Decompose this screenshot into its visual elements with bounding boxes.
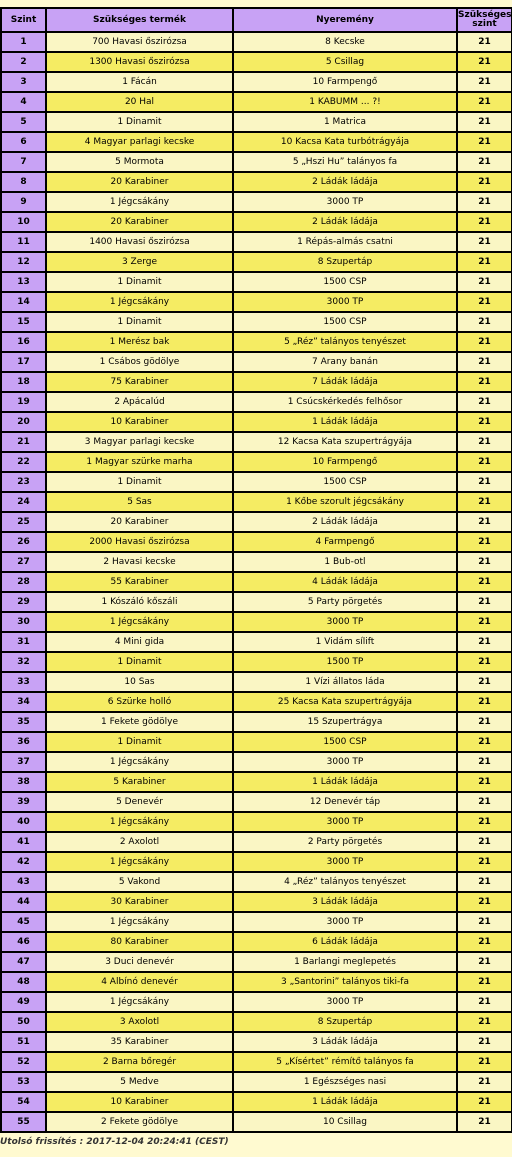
cell-product: 3 Duci denevér [47,953,232,971]
cell-product: 1 Merész bak [47,333,232,351]
cell-product: 1 Jégcsákány [47,853,232,871]
cell-reward: 1500 CSP [234,313,456,331]
cell-reward: 12 Denevér táp [234,793,456,811]
cell-reward: 1 Bub-otl [234,553,456,571]
cell-product: 10 Sas [47,673,232,691]
table-row [2,953,511,971]
cell-required-level: 21 [458,473,511,491]
cell-level: 29 [2,593,45,611]
cell-required-level: 21 [458,813,511,831]
table-row [2,93,511,111]
cell-level: 32 [2,653,45,671]
cell-reward: 1 Barlangi meglepetés [234,953,456,971]
cell-required-level: 21 [458,273,511,291]
cell-product: 20 Hal [47,93,232,111]
cell-reward: 1 Ládák ládája [234,773,456,791]
cell-product: 1 Fekete gödölye [47,713,232,731]
cell-required-level: 21 [458,793,511,811]
cell-level: 41 [2,833,45,851]
header-required-line2: szint [472,19,497,29]
table-row [2,213,511,231]
table-row [2,1093,511,1111]
cell-reward: 3000 TP [234,913,456,931]
cell-level: 46 [2,933,45,951]
cell-level: 3 [2,73,45,91]
cell-product: 20 Karabiner [47,513,232,531]
table-row [2,993,511,1011]
cell-level: 38 [2,773,45,791]
cell-required-level: 21 [458,93,511,111]
cell-product: 1 Kószáló kőszáli [47,593,232,611]
table-row [2,253,511,271]
cell-product: 2 Havasi kecske [47,553,232,571]
table-row [2,633,511,651]
cell-product: 4 Mini gida [47,633,232,651]
cell-required-level: 21 [458,173,511,191]
cell-level: 51 [2,1033,45,1051]
table-row [2,1113,511,1131]
cell-required-level: 21 [458,413,511,431]
cell-product: 1 Dinamit [47,313,232,331]
cell-required-level: 21 [458,533,511,551]
cell-product: 6 Szürke holló [47,693,232,711]
cell-required-level: 21 [458,773,511,791]
cell-level: 52 [2,1053,45,1071]
cell-level: 7 [2,153,45,171]
table-row [2,713,511,731]
cell-reward: 3 Ládák ládája [234,893,456,911]
cell-reward: 3000 TP [234,753,456,771]
cell-reward: 1 Egészséges nasi [234,1073,456,1091]
cell-product: 5 Vakond [47,873,232,891]
table-row [2,373,511,391]
cell-product: 1 Dinamit [47,473,232,491]
cell-required-level: 21 [458,193,511,211]
cell-reward: 4 Farmpengő [234,533,456,551]
cell-level: 31 [2,633,45,651]
cell-required-level: 21 [458,253,511,271]
table-row [2,1033,511,1051]
cell-product: 1 Dinamit [47,733,232,751]
table-row [2,913,511,931]
cell-level: 53 [2,1073,45,1091]
cell-product: 5 Sas [47,493,232,511]
cell-reward: 3000 TP [234,993,456,1011]
cell-reward: 1500 TP [234,653,456,671]
cell-reward: 5 „Hszi Hu” talányos fa [234,153,456,171]
header-level: Szint [2,9,45,31]
table-row [2,273,511,291]
cell-product: 5 Mormota [47,153,232,171]
table-row [2,893,511,911]
cell-level: 15 [2,313,45,331]
cell-product: 1 Magyar szürke marha [47,453,232,471]
cell-required-level: 21 [458,233,511,251]
cell-required-level: 21 [458,113,511,131]
cell-level: 9 [2,193,45,211]
cell-level: 11 [2,233,45,251]
table-row [2,853,511,871]
table-row [2,193,511,211]
table-row [2,433,511,451]
cell-reward: 3000 TP [234,193,456,211]
cell-required-level: 21 [458,53,511,71]
cell-level: 18 [2,373,45,391]
table-row [2,133,511,151]
cell-product: 35 Karabiner [47,1033,232,1051]
cell-level: 10 [2,213,45,231]
table-row [2,833,511,851]
cell-product: 2 Barna bőregér [47,1053,232,1071]
cell-reward: 1500 CSP [234,273,456,291]
cell-level: 42 [2,853,45,871]
cell-product: 1 Csábos gödölye [47,353,232,371]
cell-product: 30 Karabiner [47,893,232,911]
cell-required-level: 21 [458,1033,511,1051]
cell-reward: 8 Szupertáp [234,253,456,271]
cell-product: 1 Jégcsákány [47,293,232,311]
cell-reward: 1500 CSP [234,733,456,751]
cell-level: 26 [2,533,45,551]
table-row [2,473,511,491]
cell-level: 35 [2,713,45,731]
cell-required-level: 21 [458,313,511,331]
cell-reward: 8 Kecske [234,33,456,51]
table-row [2,873,511,891]
cell-product: 2 Fekete gödölye [47,1113,232,1131]
header-required-line1: Szükséges [458,10,512,20]
cell-product: 1 Dinamit [47,653,232,671]
cell-product: 2 Axolotl [47,833,232,851]
table-body [2,33,511,1131]
cell-product: 1 Dinamit [47,273,232,291]
cell-level: 27 [2,553,45,571]
cell-required-level: 21 [458,693,511,711]
cell-required-level: 21 [458,1093,511,1111]
table-row [2,413,511,431]
table-row [2,793,511,811]
cell-product: 5 Medve [47,1073,232,1091]
table-row [2,113,511,131]
table-row [2,1073,511,1091]
cell-required-level: 21 [458,393,511,411]
cell-reward: 5 Party pörgetés [234,593,456,611]
cell-level: 17 [2,353,45,371]
cell-level: 12 [2,253,45,271]
cell-required-level: 21 [458,553,511,571]
cell-reward: 7 Ládák ládája [234,373,456,391]
cell-level: 16 [2,333,45,351]
cell-required-level: 21 [458,453,511,471]
table-row [2,1013,511,1031]
cell-required-level: 21 [458,433,511,451]
cell-product: 3 Magyar parlagi kecske [47,433,232,451]
table-row [2,733,511,751]
table-row [2,573,511,591]
cell-product: 10 Karabiner [47,413,232,431]
cell-reward: 12 Kacsa Kata szupertrágyája [234,433,456,451]
cell-product: 1 Dinamit [47,113,232,131]
cell-product: 1 Fácán [47,73,232,91]
cell-required-level: 21 [458,353,511,371]
cell-reward: 1 KABUMM ... ?! [234,93,456,111]
cell-reward: 2 Ládák ládája [234,173,456,191]
cell-product: 55 Karabiner [47,573,232,591]
cell-required-level: 21 [458,933,511,951]
cell-required-level: 21 [458,633,511,651]
cell-required-level: 21 [458,733,511,751]
cell-reward: 3 „Santorini” talányos tiki-fa [234,973,456,991]
cell-reward: 2 Ládák ládája [234,513,456,531]
cell-level: 24 [2,493,45,511]
cell-reward: 8 Szupertáp [234,1013,456,1031]
cell-reward: 7 Arany banán [234,353,456,371]
cell-reward: 1 Ládák ládája [234,1093,456,1111]
cell-required-level: 21 [458,213,511,231]
cell-level: 47 [2,953,45,971]
cell-level: 45 [2,913,45,931]
table-header-row [2,9,511,31]
cell-level: 36 [2,733,45,751]
cell-reward: 1 Ládák ládája [234,413,456,431]
cell-required-level: 21 [458,293,511,311]
table-row [2,153,511,171]
cell-required-level: 21 [458,593,511,611]
table-row [2,973,511,991]
cell-reward: 6 Ládák ládája [234,933,456,951]
cell-level: 50 [2,1013,45,1031]
table-row [2,53,511,71]
table-row [2,773,511,791]
cell-product: 4 Magyar parlagi kecske [47,133,232,151]
cell-reward: 5 Csillag [234,53,456,71]
cell-level: 22 [2,453,45,471]
cell-required-level: 21 [458,1053,511,1071]
cell-reward: 1 Vízi állatos láda [234,673,456,691]
cell-level: 40 [2,813,45,831]
table-row [2,233,511,251]
table-row [2,813,511,831]
cell-product: 20 Karabiner [47,173,232,191]
cell-product: 2000 Havasi őszirózsa [47,533,232,551]
cell-required-level: 21 [458,1113,511,1131]
cell-required-level: 21 [458,993,511,1011]
cell-required-level: 21 [458,673,511,691]
cell-reward: 1 Kőbe szorult jégcsákány [234,493,456,511]
cell-level: 20 [2,413,45,431]
cell-level: 25 [2,513,45,531]
table-row [2,353,511,371]
cell-product: 1 Jégcsákány [47,813,232,831]
cell-product: 2 Apácalúd [47,393,232,411]
cell-reward: 25 Kacsa Kata szupertrágyája [234,693,456,711]
table-row [2,753,511,771]
cell-level: 49 [2,993,45,1011]
cell-level: 6 [2,133,45,151]
cell-product: 1400 Havasi őszirózsa [47,233,232,251]
cell-reward: 5 „Kísértet” rémítő talányos fa [234,1053,456,1071]
cell-product: 3 Axolotl [47,1013,232,1031]
cell-reward: 3000 TP [234,813,456,831]
table-row [2,553,511,571]
cell-reward: 3 Ládák ládája [234,1033,456,1051]
table-row [2,613,511,631]
cell-level: 21 [2,433,45,451]
cell-required-level: 21 [458,753,511,771]
cell-level: 39 [2,793,45,811]
cell-product: 75 Karabiner [47,373,232,391]
cell-required-level: 21 [458,953,511,971]
cell-level: 8 [2,173,45,191]
cell-required-level: 21 [458,333,511,351]
cell-reward: 1 Répás-almás csatni [234,233,456,251]
cell-required-level: 21 [458,373,511,391]
table-row [2,313,511,331]
cell-level: 55 [2,1113,45,1131]
cell-level: 54 [2,1093,45,1111]
cell-level: 30 [2,613,45,631]
cell-reward: 2 Party pörgetés [234,833,456,851]
table-row [2,513,511,531]
cell-level: 4 [2,93,45,111]
cell-reward: 1 Vidám sílift [234,633,456,651]
table-row [2,73,511,91]
cell-required-level: 21 [458,33,511,51]
cell-product: 1 Jégcsákány [47,613,232,631]
cell-required-level: 21 [458,873,511,891]
table-row [2,33,511,51]
cell-required-level: 21 [458,133,511,151]
last-updated: Utolsó frissítés : 2017-12-04 20:24:41 (CEST) [0,1137,229,1147]
cell-reward: 1500 CSP [234,473,456,491]
cell-required-level: 21 [458,153,511,171]
cell-reward: 2 Ládák ládája [234,213,456,231]
cell-product: 5 Karabiner [47,773,232,791]
cell-level: 13 [2,273,45,291]
cell-product: 5 Denevér [47,793,232,811]
table-row [2,393,511,411]
cell-required-level: 21 [458,1013,511,1031]
cell-level: 28 [2,573,45,591]
cell-reward: 5 „Réz” talányos tenyészet [234,333,456,351]
cell-product: 20 Karabiner [47,213,232,231]
cell-reward: 3000 TP [234,853,456,871]
cell-required-level: 21 [458,833,511,851]
cell-level: 48 [2,973,45,991]
cell-reward: 10 Farmpengő [234,73,456,91]
cell-product: 3 Zerge [47,253,232,271]
table-row [2,593,511,611]
cell-level: 37 [2,753,45,771]
cell-required-level: 21 [458,1073,511,1091]
header-product: Szükséges termék [47,9,232,31]
cell-level: 43 [2,873,45,891]
cell-level: 34 [2,693,45,711]
cell-product: 1 Jégcsákány [47,193,232,211]
cell-level: 33 [2,673,45,691]
table-row [2,1053,511,1071]
cell-required-level: 21 [458,513,511,531]
table-row [2,693,511,711]
cell-reward: 3000 TP [234,613,456,631]
cell-product: 1 Jégcsákány [47,753,232,771]
cell-level: 44 [2,893,45,911]
table-row [2,293,511,311]
cell-level: 19 [2,393,45,411]
cell-required-level: 21 [458,893,511,911]
cell-product: 1 Jégcsákány [47,913,232,931]
header-reward: Nyeremény [234,9,456,31]
table-row [2,653,511,671]
cell-reward: 3000 TP [234,293,456,311]
table-row [2,673,511,691]
cell-level: 23 [2,473,45,491]
cell-reward: 10 Farmpengő [234,453,456,471]
cell-level: 5 [2,113,45,131]
cell-level: 14 [2,293,45,311]
cell-reward: 10 Csillag [234,1113,456,1131]
cell-required-level: 21 [458,653,511,671]
cell-reward: 4 „Réz” talányos tenyészet [234,873,456,891]
cell-level: 2 [2,53,45,71]
table-row [2,453,511,471]
cell-required-level: 21 [458,713,511,731]
table-row [2,933,511,951]
cell-required-level: 21 [458,853,511,871]
cell-required-level: 21 [458,573,511,591]
rewards-table [0,7,512,1133]
cell-product: 10 Karabiner [47,1093,232,1111]
cell-reward: 1 Matrica [234,113,456,131]
cell-level: 1 [2,33,45,51]
table-row [2,533,511,551]
cell-product: 1300 Havasi őszirózsa [47,53,232,71]
cell-reward: 10 Kacsa Kata turbótrágyája [234,133,456,151]
table-row [2,173,511,191]
cell-reward: 15 Szupertrágya [234,713,456,731]
cell-product: 4 Albínó denevér [47,973,232,991]
cell-required-level: 21 [458,913,511,931]
cell-required-level: 21 [458,493,511,511]
cell-required-level: 21 [458,613,511,631]
table-row [2,493,511,511]
cell-product: 1 Jégcsákány [47,993,232,1011]
cell-required-level: 21 [458,73,511,91]
cell-reward: 4 Ládák ládája [234,573,456,591]
cell-required-level: 21 [458,973,511,991]
header-required-level [458,9,511,31]
cell-product: 80 Karabiner [47,933,232,951]
table-row [2,333,511,351]
cell-reward: 1 Csúcskérkedés felhősor [234,393,456,411]
cell-product: 700 Havasi őszirózsa [47,33,232,51]
